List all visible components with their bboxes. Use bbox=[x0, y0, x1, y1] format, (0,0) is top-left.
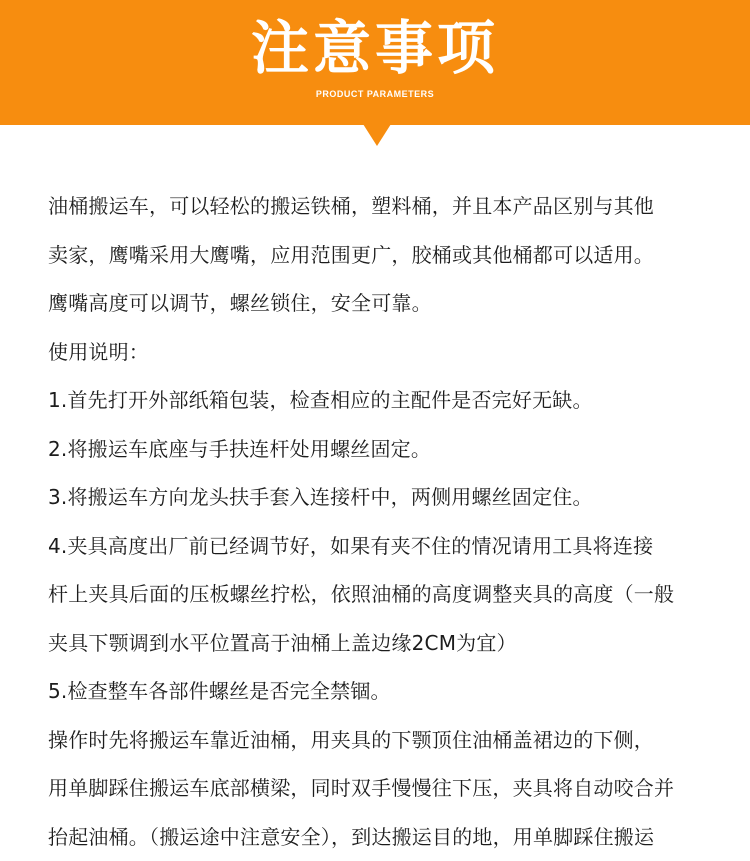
instruction-step: 2.将搬运车底座与手扶连杆处用螺丝固定。 bbox=[48, 425, 728, 474]
instruction-step: 3.将搬运车方向龙头扶手套入连接杆中，两侧用螺丝固定住。 bbox=[48, 473, 728, 522]
instruction-step-continued: 夹具下颚调到水平位置高于油桶上盖边缘2CM为宜） bbox=[48, 619, 728, 668]
page-subtitle: PRODUCT PARAMETERS bbox=[0, 88, 750, 100]
notice-text-body bbox=[48, 182, 728, 861]
instructions-heading: 使用说明： bbox=[48, 328, 728, 377]
text-line: 卖家，鹰嘴采用大鹰嘴，应用范围更广，胶桶或其他桶都可以适用。 bbox=[48, 231, 728, 280]
instruction-step: 4.夹具高度出厂前已经调节好，如果有夹不住的情况请用工具将连接 bbox=[48, 522, 728, 571]
header-pointer-notch bbox=[363, 124, 391, 146]
header-banner bbox=[0, 0, 750, 125]
text-line: 油桶搬运车，可以轻松的搬运铁桶，塑料桶，并且本产品区别与其他 bbox=[48, 182, 728, 231]
operation-text: 抬起油桶。（搬运途中注意安全），到达搬运目的地，用单脚踩住搬运 bbox=[48, 813, 728, 861]
operation-text: 用单脚踩住搬运车底部横梁，同时双手慢慢往下压，夹具将自动咬合并 bbox=[48, 764, 728, 813]
instruction-step: 5.检查整车各部件螺丝是否完全禁锢。 bbox=[48, 667, 728, 716]
instruction-step: 1.首先打开外部纸箱包装，检查相应的主配件是否完好无缺。 bbox=[48, 376, 728, 425]
operation-text: 操作时先将搬运车靠近油桶，用夹具的下颚顶住油桶盖裙边的下侧， bbox=[48, 716, 728, 765]
page-title: 注意事项 bbox=[0, 12, 750, 84]
text-line: 鹰嘴高度可以调节，螺丝锁住，安全可靠。 bbox=[48, 279, 728, 328]
instruction-step-continued: 杆上夹具后面的压板螺丝拧松，依照油桶的高度调整夹具的高度（一般 bbox=[48, 570, 728, 619]
